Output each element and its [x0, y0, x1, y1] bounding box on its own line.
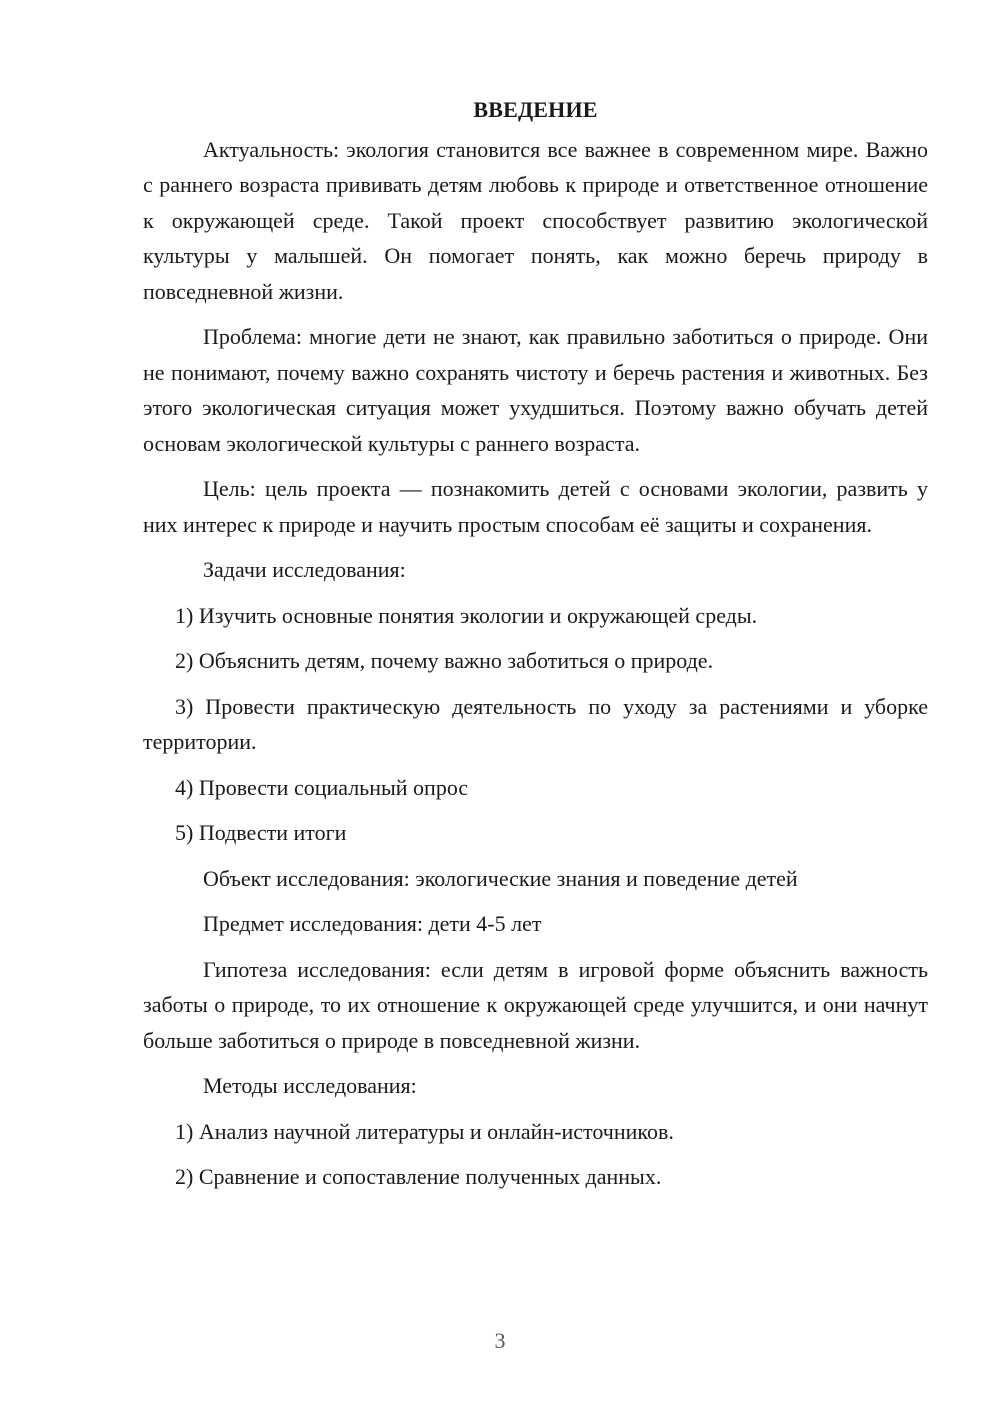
relevance-paragraph: Актуальность: экология становится все важнее в современном мире. Важно с раннего возраста прививать детям любовь к природе и ответственное отношение к окружающей среде. Такой проект способствует развитию экологической культуры у малышей. Он помогает понять, как можно беречь природу в повседневной жизни.: [143, 136, 928, 304]
methods-list: [143, 1114, 928, 1195]
hypothesis-paragraph: Гипотеза исследования: если детям в игровой форме объяснить важность заботы о природе, то их отношение к окружающей среде улучшится, и они начнут больше заботиться о природе в повседневной жизни.: [143, 956, 928, 1053]
task-item-1: 1) Изучить основные понятия экологии и окружающей среды.: [175, 602, 758, 628]
task-item-4: 4) Провести социальный опрос: [175, 774, 469, 800]
tasks-list: [143, 598, 928, 851]
document-page: [143, 92, 928, 1205]
task-item-2: 2) Объяснить детям, почему важно заботиться о природе.: [175, 648, 714, 673]
task-item-5: 5) Подвести итоги: [175, 820, 347, 845]
tasks-label: Задачи исследования:: [203, 557, 406, 582]
subject-paragraph: Предмет исследования: дети 4-5 лет: [203, 911, 542, 936]
method-item-2: 2) Сравнение и сопоставление полученных данных.: [175, 1164, 662, 1189]
goal-paragraph: Цель: цель проекта — познакомить детей с основами экологии, развить у них интерес к природе и научить простым способам её защиты и сохранения.: [143, 476, 928, 537]
object-paragraph: Объект исследования: экологические знания и поведение детей: [203, 865, 798, 891]
task-item-3: 3) Провести практическую деятельность по уходу за растениями и уборке территории.: [143, 693, 928, 754]
problem-paragraph: Проблема: многие дети не знают, как правильно заботиться о природе. Они не понимают, почему важно сохранять чистоту и беречь растения и животных. Без этого экологическая ситуация может ухудшиться. Поэтому важно обучать детей основам экологической культуры с раннего возраста.: [143, 324, 928, 456]
methods-label: Методы исследования:: [203, 1073, 417, 1098]
section-title: ВВЕДЕНИЕ: [473, 97, 598, 122]
method-item-1: 1) Анализ научной литературы и онлайн-источников.: [175, 1118, 674, 1144]
page-number: 3: [494, 1328, 506, 1353]
